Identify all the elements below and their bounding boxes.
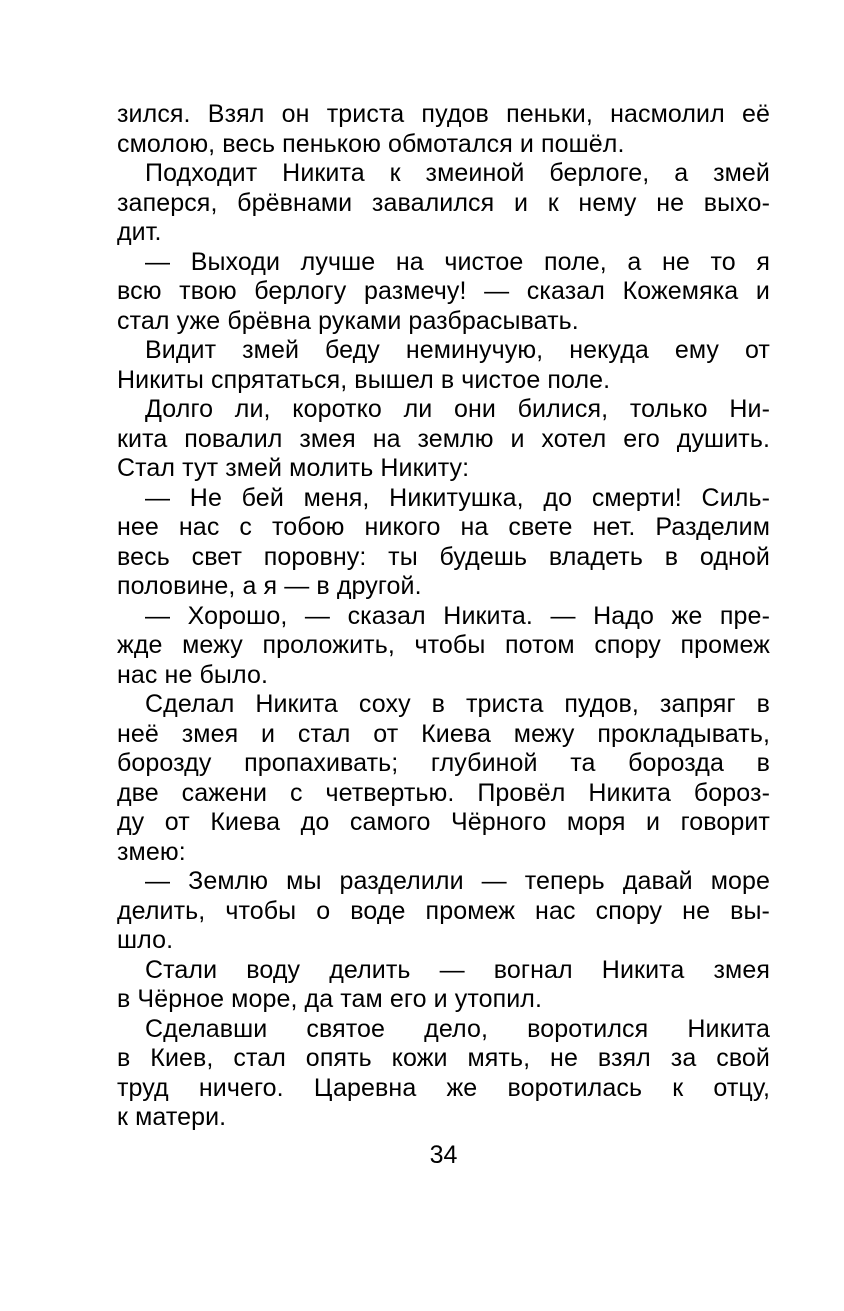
text-line: шло. [117,926,174,954]
text-line: Стал тут змей молить Никиту: [117,454,470,482]
paragraph [117,484,770,602]
text-line: труд ничего. Царевна же воротилась к отцу, [117,1073,770,1102]
text-line: Подходит Никита к змеиной берлоге, а змей [145,159,770,187]
paragraph [117,867,770,956]
paragraph [117,100,770,159]
text-line: — Не бей меня, Никитушка, до смерти! Силь- [145,483,770,512]
paragraph [117,602,770,691]
paragraph [117,1015,770,1133]
text-line: в Киев, стал опять кожи мять, не взял за свой [117,1044,770,1072]
text-line: — Землю мы разделили — теперь давай море [145,867,770,895]
text-line: ду от Киева до самого Чёрного моря и говорит [117,808,770,836]
paragraph [117,395,770,484]
text-line: две сажени с четвертью. Провёл Никита бороз- [117,778,770,807]
text-line: Видит змей беду неминучую, некуда ему от [145,336,770,364]
text-line: делить, чтобы о воде промеж нас спору не вы- [117,896,770,925]
text-line: стал уже брёвна руками разбрасывать. [117,306,579,335]
text-line: нас не было. [117,660,269,689]
text-line: жде межу проложить, чтобы потом спору промеж [117,631,770,659]
paragraph [117,248,770,337]
text-line: смолою, весь пенькою обмотался и пошёл. [117,129,625,158]
text-line: заперся, брёвнами завалился и к нему не выхо- [117,188,770,217]
text-line: половине, а я — в другой. [117,572,422,600]
text-line: Сделавши святое дело, воротился Никита [145,1014,770,1043]
text-line: неё змея и стал от Киева межу прокладывать, [117,719,770,748]
text-line: дит. [117,218,162,246]
text-line: борозду пропахивать; глубиной та борозда в [117,749,770,777]
paragraph [117,690,770,867]
text-line: — Хорошо, — сказал Никита. — Надо же пре- [145,601,770,630]
text-line: зился. Взял он триста пудов пеньки, насмолил её [117,100,770,128]
paragraph [117,336,770,395]
text-line: Сделал Никита соху в триста пудов, запряг в [145,690,770,718]
page-number: 34 [429,1141,458,1169]
story-text [117,100,770,1133]
text-line: в Чёрное море, да там его и утопил. [117,985,543,1013]
text-line: змею: [117,837,186,866]
text-line: кита повалил змея на землю и хотел его душить. [117,424,770,453]
paragraph [117,159,770,248]
text-line: Никиты спрятаться, вышел в чистое поле. [117,365,611,394]
text-line: к матери. [117,1103,227,1131]
paragraph [117,956,770,1015]
text-line: Стали воду делить — вогнал Никита змея [145,955,770,984]
text-line: всю твою берлогу размечу! — сказал Кожемяка и [117,277,770,305]
text-line: нее нас с тобою никого на свете нет. Разделим [117,513,770,541]
text-line: Долго ли, коротко ли они билися, только Ни- [145,395,770,423]
text-line: весь свет поровну: ты будешь владеть в одной [117,542,770,571]
text-line: — Выходи лучше на чистое поле, а не то я [145,247,770,276]
